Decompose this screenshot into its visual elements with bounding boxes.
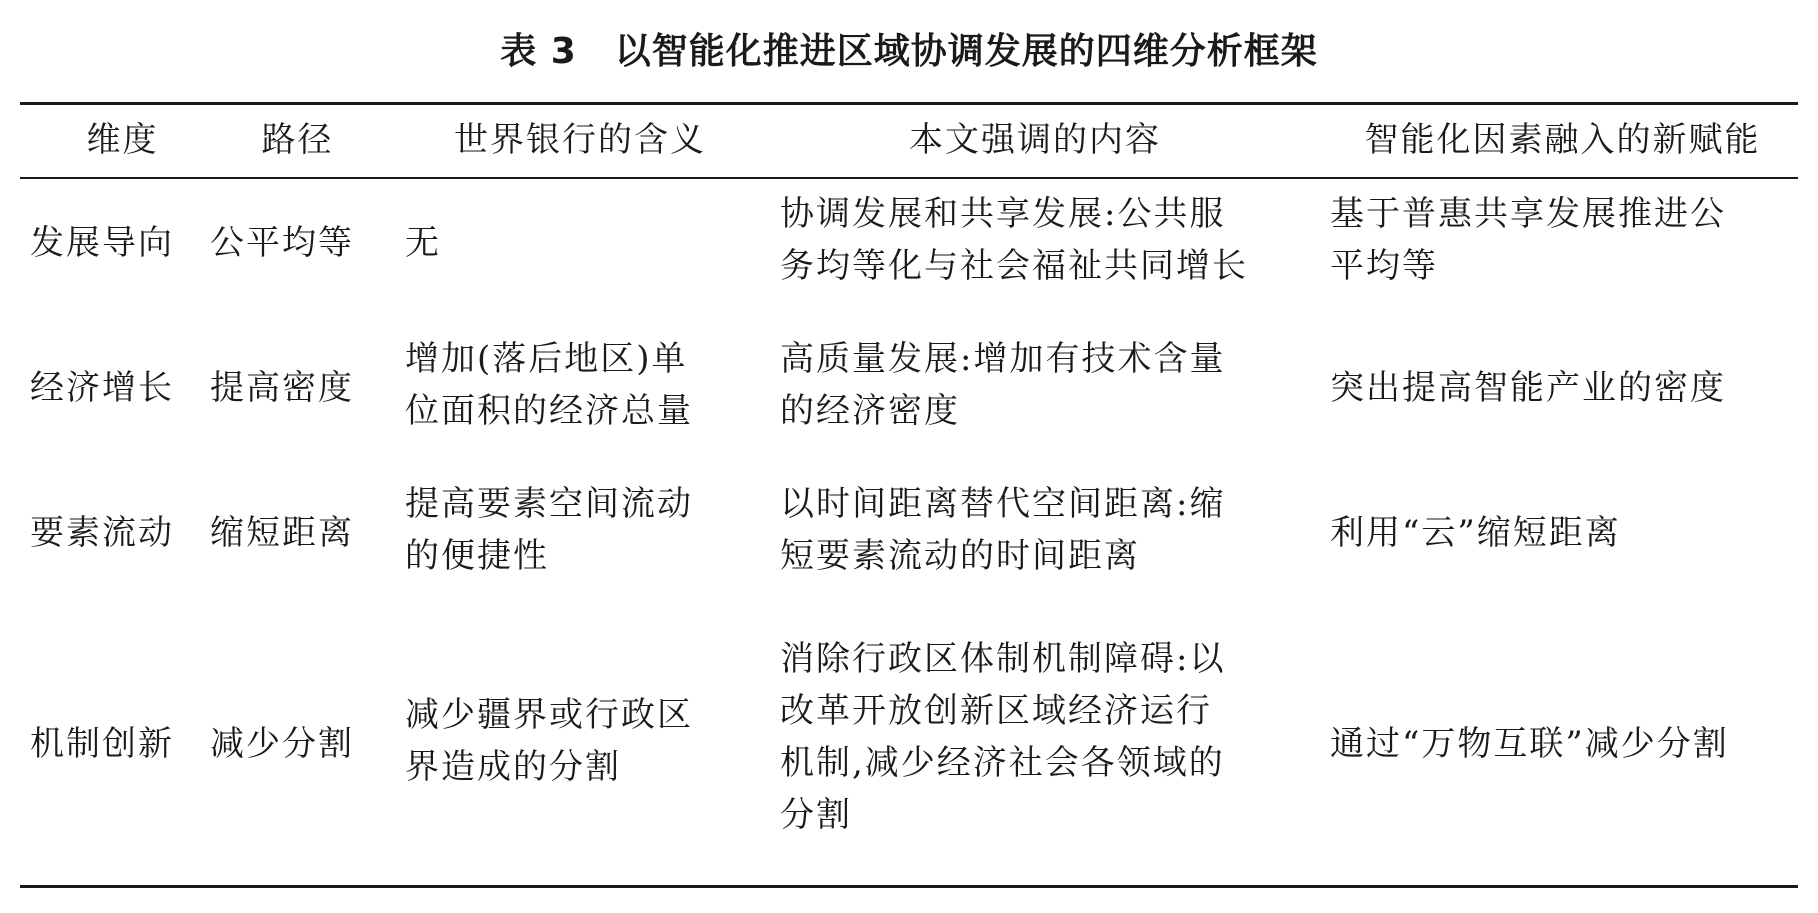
cell-line: 以时间距离替代空间距离:缩 [780,484,1226,524]
header-emphasis: 本文强调的内容 [909,120,1161,160]
cell-wb-meaning [405,689,770,793]
cell-wb-meaning [405,333,770,437]
cell-path: 公平均等 [210,223,354,263]
cell-line: 机制,减少经济社会各领域的 [780,743,1225,783]
cell-empowerment [1330,362,1800,414]
cell-line: 增加(落后地区)单 [405,339,688,379]
cell-line: 平均等 [1330,246,1438,286]
cell-emphasis [780,188,1295,292]
cell-line: 减少疆界或行政区 [405,695,693,735]
cell-line: 分割 [780,795,852,835]
header-path: 路径 [261,120,334,160]
cell-emphasis [780,478,1295,582]
cell-path: 减少分割 [210,724,354,764]
cell-empowerment [1330,188,1800,292]
cell-line: 位面积的经济总量 [405,391,693,431]
table-title [0,28,1818,76]
cell-line: 通过“万物互联”减少分割 [1330,724,1729,764]
cell-empowerment [1330,718,1800,770]
cell-line: 突出提高智能产业的密度 [1330,368,1726,408]
cell-line: 利用“云”缩短距离 [1330,513,1621,553]
header-dimension: 维度 [86,120,159,160]
table-number: 表 3 [500,31,577,72]
cell-dimension: 经济增长 [30,368,174,408]
cell-emphasis [780,633,1295,841]
cell-wb-meaning [405,478,770,582]
header-rule [20,177,1798,179]
table-caption: 以智能化推进区域协调发展的四维分析框架 [614,31,1318,72]
cell-line: 协调发展和共享发展:公共服 [780,194,1226,234]
cell-line: 高质量发展:增加有技术含量 [780,339,1226,379]
cell-line: 界造成的分割 [405,747,621,787]
cell-emphasis [780,333,1295,437]
cell-wb-meaning [405,217,770,269]
cell-line: 提高要素空间流动 [405,484,693,524]
cell-empowerment [1330,507,1800,559]
header-empowerment: 智能化因素融入的新赋能 [1364,120,1761,160]
cell-line: 无 [405,223,441,263]
cell-line: 的经济密度 [780,391,960,431]
top-rule [20,102,1798,105]
header-wb-meaning: 世界银行的含义 [454,120,706,160]
bottom-rule [20,885,1798,888]
cell-line: 基于普惠共享发展推进公 [1330,194,1726,234]
cell-path: 提高密度 [210,368,354,408]
cell-line: 改革开放创新区域经济运行 [780,691,1212,731]
cell-dimension: 要素流动 [30,513,174,553]
cell-line: 务均等化与社会福祉共同增长 [780,246,1248,286]
cell-line: 消除行政区体制机制障碍:以 [780,639,1226,679]
cell-path: 缩短距离 [210,513,354,553]
cell-line: 的便捷性 [405,536,549,576]
cell-dimension: 机制创新 [30,724,174,764]
cell-dimension: 发展导向 [30,223,174,263]
cell-line: 短要素流动的时间距离 [780,536,1140,576]
